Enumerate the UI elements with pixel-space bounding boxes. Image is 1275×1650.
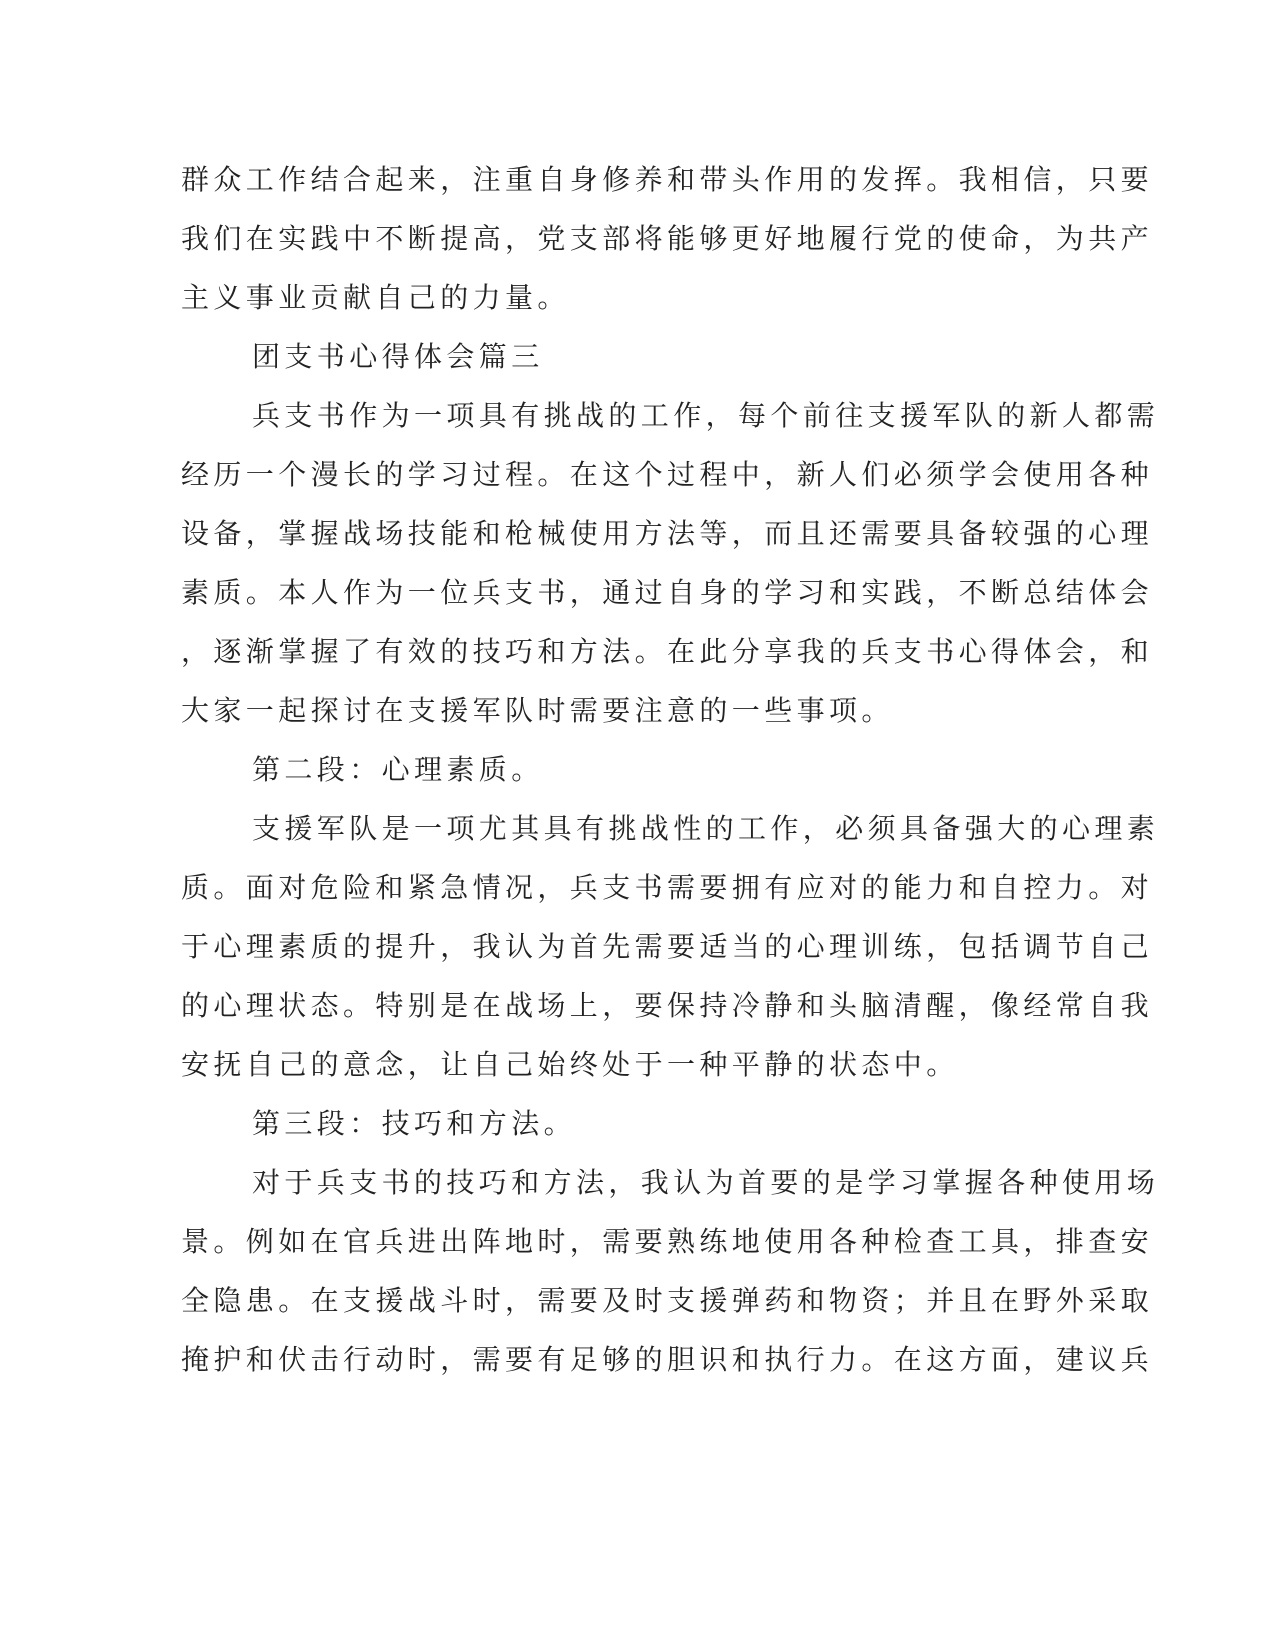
section-heading: 第三段：技巧和方法。 — [252, 1107, 577, 1140]
section-heading: 第二段：心理素质。 — [252, 753, 544, 786]
text-line: ，逐渐掌握了有效的技巧和方法。在此分享我的兵支书心得体会，和 — [181, 635, 1154, 668]
text-line: 大家一起探讨在支援军队时需要注意的一些事项。 — [181, 694, 894, 727]
paragraph-first-line: 兵支书作为一项具有挑战的工作，每个前往支援军队的新人都需 — [252, 399, 1160, 432]
text-line: 掩护和伏击行动时，需要有足够的胆识和执行力。在这方面，建议兵 — [181, 1343, 1154, 1376]
text-line: 安抚自己的意念，让自己始终处于一种平静的状态中。 — [181, 1048, 959, 1081]
text-line: 我们在实践中不断提高，党支部将能够更好地履行党的使命，为共产 — [181, 222, 1154, 255]
text-line: 群众工作结合起来，注重自身修养和带头作用的发挥。我相信，只要 — [181, 163, 1154, 196]
text-line: 素质。本人作为一位兵支书，通过自身的学习和实践，不断总结体会 — [181, 576, 1154, 609]
paragraph-first-line: 支援军队是一项尤其具有挑战性的工作，必须具备强大的心理素 — [252, 812, 1160, 845]
section-heading: 团支书心得体会篇三 — [252, 340, 544, 373]
text-line: 景。例如在官兵进出阵地时，需要熟练地使用各种检查工具，排查安 — [181, 1225, 1154, 1258]
text-line: 经历一个漫长的学习过程。在这个过程中，新人们必须学会使用各种 — [181, 458, 1154, 491]
text-line: 主义事业贡献自己的力量。 — [181, 281, 570, 314]
text-line: 质。面对危险和紧急情况，兵支书需要拥有应对的能力和自控力。对 — [181, 871, 1154, 904]
text-line: 的心理状态。特别是在战场上，要保持冷静和头脑清醒，像经常自我 — [181, 989, 1154, 1022]
paragraph-first-line: 对于兵支书的技巧和方法，我认为首要的是学习掌握各种使用场 — [252, 1166, 1160, 1199]
text-line: 设备，掌握战场技能和枪械使用方法等，而且还需要具备较强的心理 — [181, 517, 1154, 550]
text-line: 全隐患。在支援战斗时，需要及时支援弹药和物资；并且在野外采取 — [181, 1284, 1154, 1317]
text-line: 于心理素质的提升，我认为首先需要适当的心理训练，包括调节自己 — [181, 930, 1154, 963]
